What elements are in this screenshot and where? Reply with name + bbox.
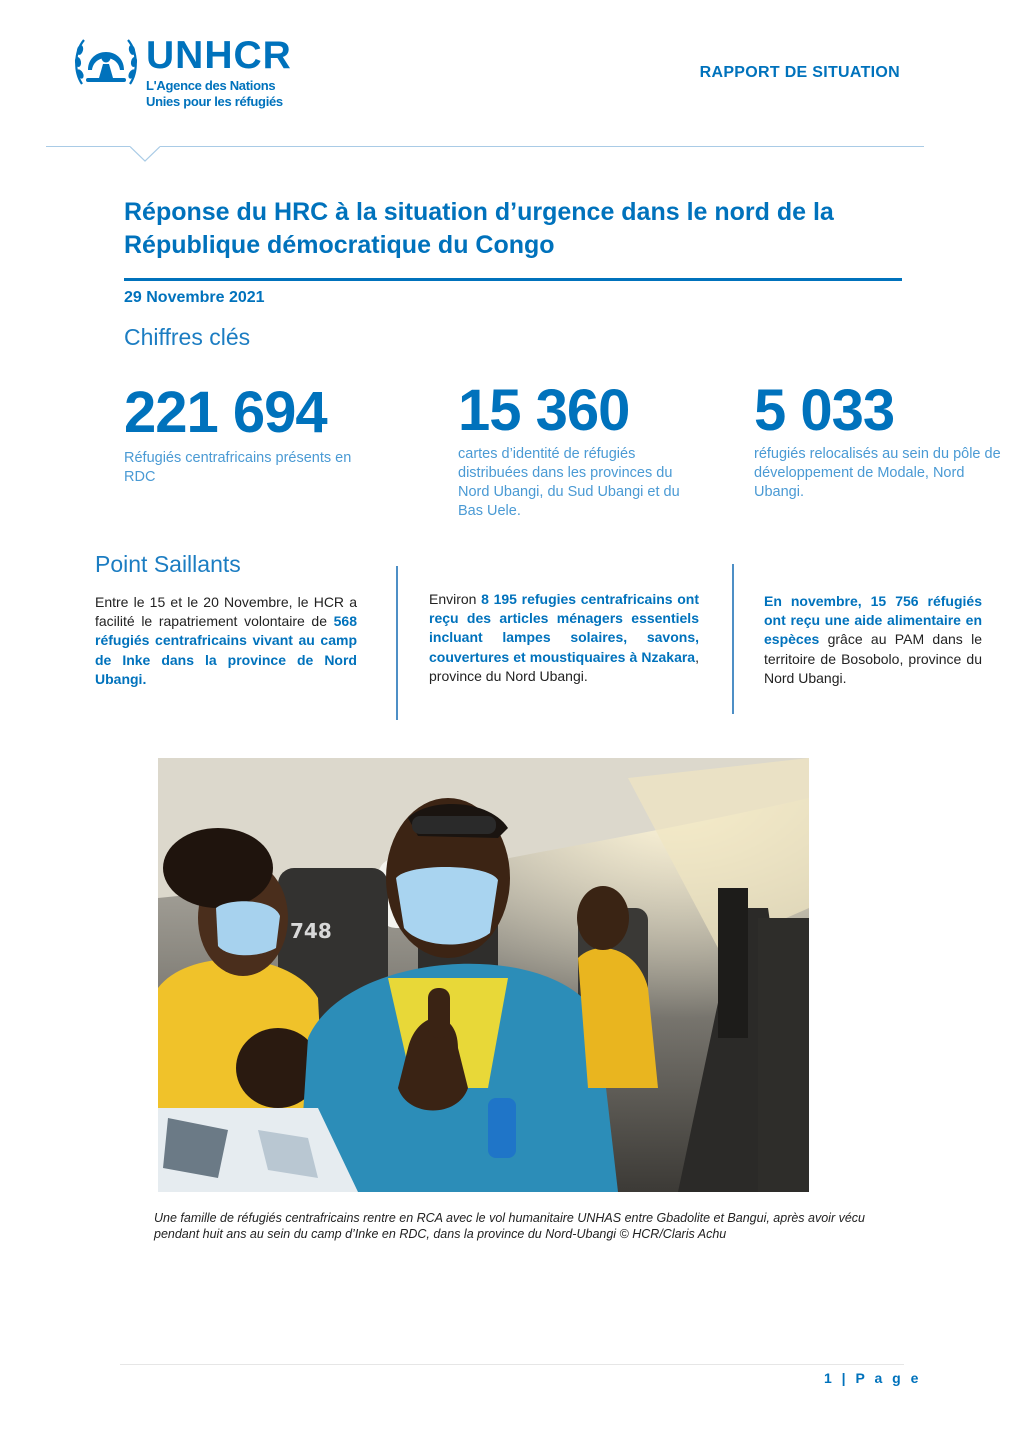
footer-divider bbox=[120, 1364, 904, 1365]
chevron-down-icon bbox=[130, 146, 160, 162]
highlight-emphasis: En novembre, 15 756 réfugiés ont reçu une aide alimentaire en espèces bbox=[764, 593, 982, 648]
highlights-heading: Point Saillants bbox=[95, 551, 241, 577]
key-figures-heading: Chiffres clés bbox=[124, 324, 251, 350]
unhcr-logo bbox=[74, 34, 314, 110]
photo-illustration bbox=[158, 758, 809, 1192]
key-figure-description: Réfugiés centrafricains présents en RDC bbox=[124, 450, 352, 485]
key-figure-number: 15 360 bbox=[458, 378, 630, 443]
key-figure-description: cartes d’identité de réfugiés distribuées dans les provinces du Nord Ubangi, du Sud Ubangi et du Bas Uele. bbox=[458, 446, 680, 519]
highlight-text: Entre le 15 et le 20 Novembre, le HCR a facilité le rapatriement volontaire de bbox=[95, 594, 357, 630]
key-figure-description: réfugiés relocalisés au sein du pôle de développement de Modale, Nord Ubangi. bbox=[754, 446, 1001, 500]
column-divider bbox=[732, 564, 734, 714]
highlight-text: , province du Nord Ubangi. bbox=[429, 648, 699, 684]
page-number: 1 | P a g e bbox=[824, 1370, 922, 1386]
highlight-item bbox=[764, 592, 982, 688]
refugee-family-photo bbox=[158, 758, 809, 1192]
highlight-text: grâce au PAM dans le territoire de Bosobolo, province du Nord Ubangi. bbox=[764, 631, 982, 686]
seat-number-label: 748 bbox=[290, 919, 332, 943]
report-date: 29 Novembre 2021 bbox=[124, 289, 265, 306]
header-divider bbox=[46, 146, 924, 147]
key-figure-number: 221 694 bbox=[124, 380, 327, 445]
page-title: Réponse du HRC à la situation d’urgence dans le nord de la République démocratique du Congo bbox=[124, 198, 834, 259]
column-divider bbox=[396, 566, 398, 720]
unhcr-emblem-icon bbox=[74, 34, 138, 90]
key-figure-number: 5 033 bbox=[754, 378, 895, 443]
logo-wordmark: UNHCR bbox=[146, 34, 292, 77]
highlight-text: Environ bbox=[429, 591, 482, 607]
photo-caption: Une famille de réfugiés centrafricains rentre en RCA avec le vol humanitaire UNHAS entre Gbadolite et Bangui, après avoir vécu pendant huit ans au sein du camp d’Inke en RDC, dans la province du Nord-Ubangi © HCR/Claris Achu bbox=[154, 1211, 865, 1241]
title-underline bbox=[124, 278, 902, 281]
highlight-emphasis: 568 réfugiés centrafricains vivant au camp de Inke dans la province de Nord Ubangi. bbox=[95, 613, 357, 687]
document-type-label: RAPPORT DE SITUATION bbox=[699, 64, 900, 81]
highlight-emphasis: 8 195 refugies centrafricains ont reçu des articles ménagers essentiels incluant lampes solaires, savons, couvertures et moustiquaires à Nzakara bbox=[429, 591, 699, 665]
highlight-item bbox=[95, 593, 357, 689]
highlight-item bbox=[429, 590, 699, 686]
logo-subtitle: L'Agence des Nations Unies pour les réfugiés bbox=[146, 78, 283, 109]
